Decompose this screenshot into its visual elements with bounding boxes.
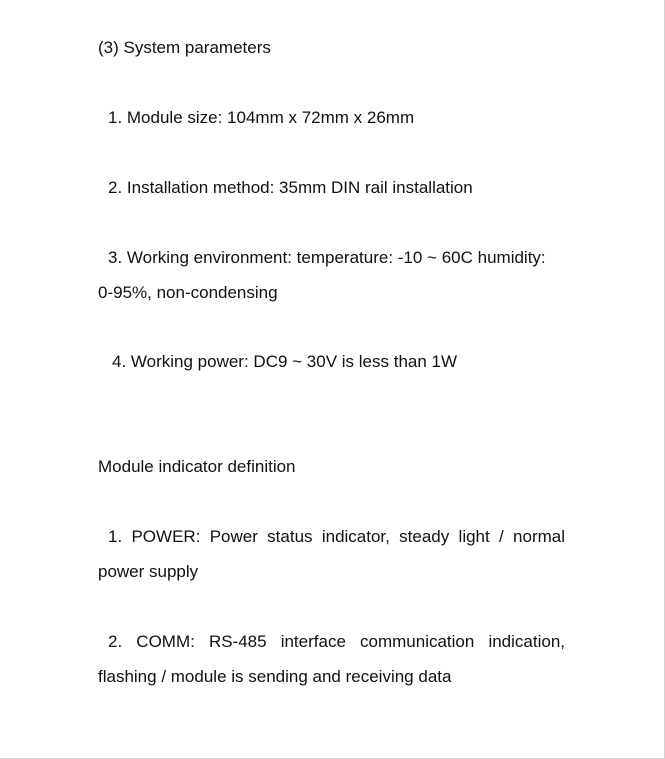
installation-method-item: 2. Installation method: 35mm DIN rail installation: [108, 178, 473, 197]
power-indicator-item-continued: power supply: [98, 562, 199, 581]
indicator-definition-heading: Module indicator definition: [98, 457, 296, 476]
comm-indicator-item: [98, 632, 565, 652]
power-indicator-text: 1. POWER: Power status indicator, steady light / normal: [108, 527, 565, 546]
system-parameters-heading: (3) System parameters: [98, 38, 271, 57]
working-environment-item: 3. Working environment: temperature: -10 ~ 60C humidity:: [108, 248, 546, 267]
working-environment-item-continued: 0-95%, non-condensing: [98, 283, 278, 302]
comm-indicator-item-continued: flashing / module is sending and receiving data: [98, 667, 452, 686]
power-indicator-item: [98, 527, 565, 547]
module-size-item: 1. Module size: 104mm x 72mm x 26mm: [108, 108, 415, 127]
working-power-item: 4. Working power: DC9 ~ 30V is less than 1W: [112, 352, 458, 371]
comm-indicator-text: 2. COMM: RS-485 interface communication indication,: [108, 632, 565, 651]
